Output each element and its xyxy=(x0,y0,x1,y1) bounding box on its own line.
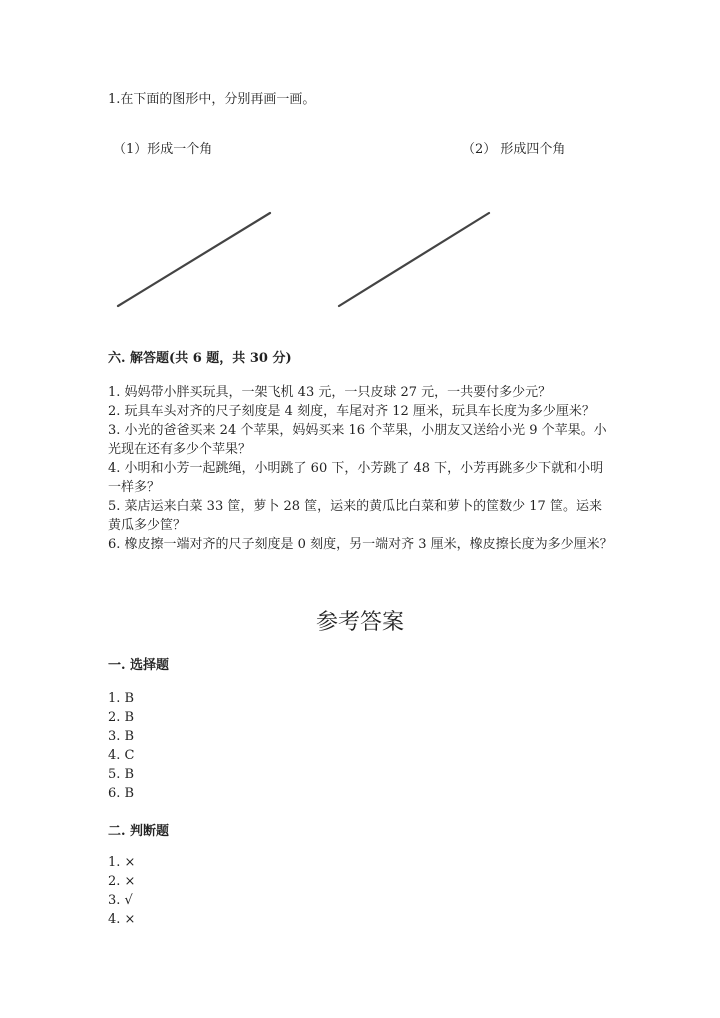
answer-section-2-title: 二. 判断题 xyxy=(108,824,170,839)
problem-item: 2. 玩具车头对齐的尺子刻度是 4 刻度，车尾对齐 12 厘米，玩具车长度为多少厘米？ xyxy=(108,404,595,419)
answer-item: 6. B xyxy=(108,786,135,801)
answer-item: 3. B xyxy=(108,729,135,744)
line-segment-1 xyxy=(118,213,270,306)
problem-item: 6. 橡皮擦一端对齐的尺子刻度是 0 刻度，另一端对齐 3 厘米，橡皮擦长度为多少厘米？ xyxy=(108,537,613,552)
answer-item: 3. √ xyxy=(108,893,133,908)
line-segment-2 xyxy=(339,213,489,306)
answer-key-title: 参考答案 xyxy=(315,610,404,635)
answer-item: 1. B xyxy=(108,691,135,706)
answer-item: 2. B xyxy=(108,710,135,725)
answer-list-judgement xyxy=(108,853,135,929)
section-6-title: 六. 解答题(共 6 题，共 30 分) xyxy=(108,351,292,366)
problem-item: 3. 小光的爸爸买来 24 个苹果，妈妈买来 16 个苹果，小朋友又送给小光 9 个苹果。小光现在还有多少个苹果？ xyxy=(108,423,607,457)
sub-question-2-label: （2） 形成四个角 xyxy=(462,142,566,157)
answer-item: 2. × xyxy=(108,874,136,889)
answer-section-1-title: 一. 选择题 xyxy=(108,658,170,673)
answer-item: 1. × xyxy=(108,855,136,870)
answer-item: 5. B xyxy=(108,767,135,782)
answer-list-choice xyxy=(108,689,134,803)
answer-item: 4. C xyxy=(108,748,135,763)
line-figures xyxy=(0,0,720,330)
problem-item: 1. 妈妈带小胖买玩具，一架飞机 43 元，一只皮球 27 元，一共要付多少元？ xyxy=(108,385,552,400)
answer-item: 4. × xyxy=(108,912,136,927)
problem-item: 5. 菜店运来白菜 33 筐，萝卜 28 筐，运来的黄瓜比白菜和萝卜的筐数少 17 筐。运来黄瓜多少筐？ xyxy=(108,499,602,533)
problem-list xyxy=(108,383,614,554)
sub-question-1-label: （1）形成一个角 xyxy=(113,142,213,157)
question-1-intro: 1.在下面的图形中，分别再画一画。 xyxy=(108,92,316,107)
problem-item: 4. 小明和小芳一起跳绳，小明跳了 60 下，小芳跳了 48 下，小芳再跳多少下就和小明一样多？ xyxy=(108,461,604,495)
